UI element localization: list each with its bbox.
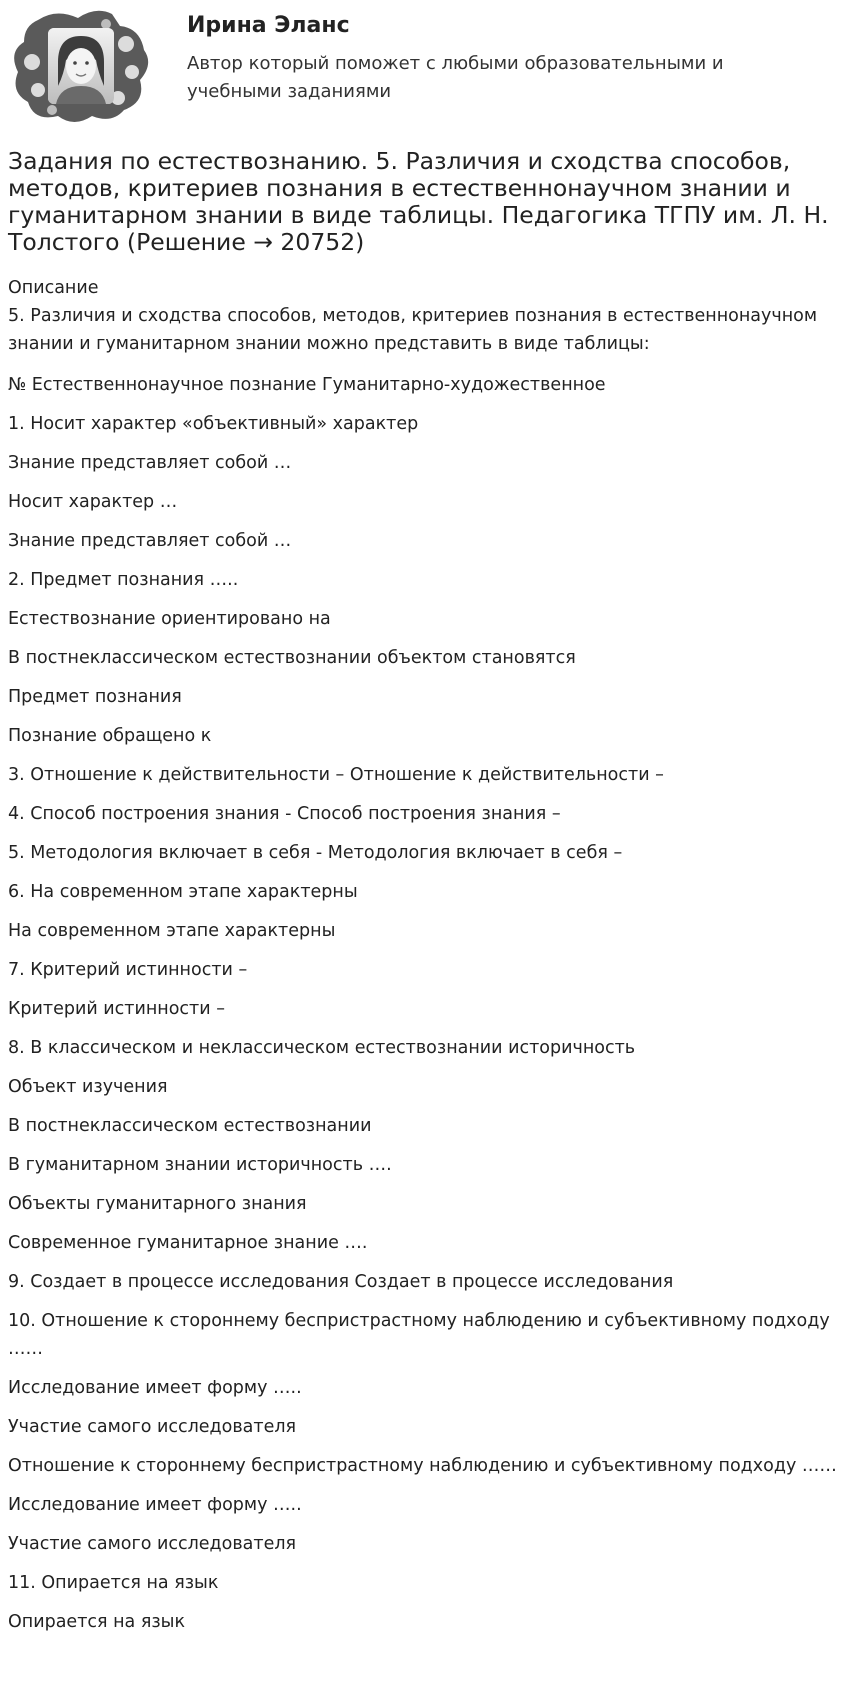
intro-paragraph: 5. Различия и сходства способов, методов, критериев познания в естественнонаучном знании и гуманитарном знании можно представить в виде таблицы:: [8, 306, 818, 354]
content-line: Современное гуманитарное знание ….: [8, 1233, 368, 1253]
content-line: 8. В классическом и неклассическом естествознании историчность: [8, 1038, 636, 1058]
content-line: Знание представляет собой …: [8, 531, 292, 551]
content-line: На современном этапе характерны: [8, 921, 336, 941]
content-line: Носит характер …: [8, 492, 178, 512]
content-line: 6. На современном этапе характерны: [8, 882, 358, 902]
content-rows: [8, 371, 840, 1636]
content-line: Объект изучения: [8, 1077, 168, 1097]
content-line: 9. Создает в процессе исследования Создает в процессе исследования: [8, 1272, 674, 1292]
content-line: Участие самого исследователя: [8, 1534, 297, 1554]
content-line: Исследование имеет форму …..: [8, 1495, 302, 1515]
description-label: Описание: [8, 278, 99, 298]
content-line: Естествознание ориентировано на: [8, 609, 331, 629]
page-title: Задания по естествознанию. 5. Различия и сходства способов, методов, критериев познания в естественнонаучном знании и гуманитарном знании в виде таблицы. Педагогика ТГПУ им. Л. Н. Толстого (Решение → 20752): [8, 147, 829, 256]
content-line: Предмет познания: [8, 687, 182, 707]
content-line: Объекты гуманитарного знания: [8, 1194, 307, 1214]
article-content: [8, 274, 840, 1647]
content-line: 3. Отношение к действительности – Отношение к действительности –: [8, 765, 664, 785]
content-line: 10. Отношение к стороннему беспристрастному наблюдению и субъективному подходу ……: [8, 1311, 830, 1359]
content-line: Познание обращено к: [8, 726, 212, 746]
content-line: Опирается на язык: [8, 1612, 186, 1632]
content-line: 7. Критерий истинности –: [8, 960, 248, 980]
content-line: В постнеклассическом естествознании объектом становятся: [8, 648, 576, 668]
content-line: 4. Способ построения знания - Способ построения знания –: [8, 804, 561, 824]
author-avatar[interactable]: [8, 6, 156, 126]
content-line: Исследование имеет форму …..: [8, 1378, 302, 1398]
content-line: Знание представляет собой …: [8, 453, 292, 473]
content-line: 2. Предмет познания …..: [8, 570, 239, 590]
author-photo-icon: [8, 6, 156, 126]
content-line: Отношение к стороннему беспристрастному наблюдению и субъективному подходу ……: [8, 1456, 837, 1476]
content-line: Участие самого исследователя: [8, 1417, 297, 1437]
content-line: 11. Опирается на язык: [8, 1573, 219, 1593]
content-line: 5. Методология включает в себя - Методология включает в себя –: [8, 843, 623, 863]
content-line: В гуманитарном знании историчность ….: [8, 1155, 392, 1175]
content-line: № Естественнонаучное познание Гуманитарно-художественное: [8, 375, 606, 395]
content-line: В постнеклассическом естествознании: [8, 1116, 372, 1136]
author-header: [0, 0, 847, 130]
author-description: Автор который поможет с любыми образовательными и учебными заданиями: [187, 53, 724, 102]
content-line: Критерий истинности –: [8, 999, 225, 1019]
author-name[interactable]: Ирина Эланс: [187, 13, 350, 38]
content-line: 1. Носит характер «объективный» характер: [8, 414, 419, 434]
